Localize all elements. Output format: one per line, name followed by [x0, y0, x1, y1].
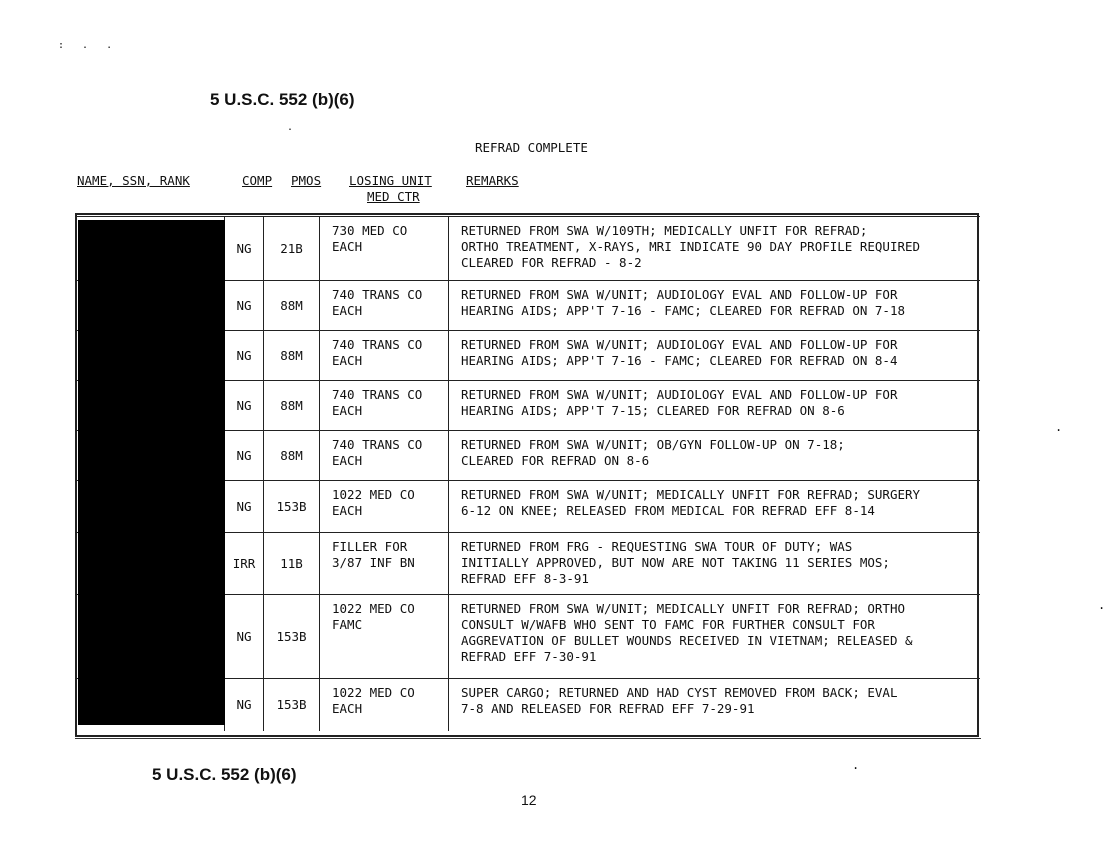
remark-line: RETURNED FROM SWA W/UNIT; MEDICALLY UNFIT FOR REFRAD; SURGERY: [461, 487, 921, 502]
unit-line: EACH: [332, 453, 363, 468]
header-med-ctr-label: MED CTR: [367, 189, 420, 204]
remark-line: CLEARED FOR REFRAD ON 8-6: [461, 453, 650, 468]
unit-cell: [320, 595, 449, 679]
unit-line: 1022 MED CO: [332, 685, 415, 700]
unit-cell: [320, 217, 449, 281]
comp-cell: NG: [225, 381, 264, 431]
unit-line: EACH: [332, 353, 363, 368]
table-bottom-rule: [75, 738, 981, 739]
unit-cell: [320, 281, 449, 331]
header-comp: COMP: [242, 173, 273, 188]
remarks-cell: [449, 431, 981, 481]
remarks-cell: [449, 533, 981, 595]
document-title: REFRAD COMPLETE: [475, 140, 588, 155]
comp-cell: NG: [225, 481, 264, 533]
comp-cell: NG: [225, 431, 264, 481]
remark-line: CONSULT W/WAFB WHO SENT TO FAMC FOR FURTHER CONSULT FOR: [461, 617, 875, 632]
header-losing-unit-label: LOSING UNIT: [349, 173, 432, 188]
scan-speck: .: [1055, 420, 1063, 434]
pmos-cell: 88M: [264, 381, 320, 431]
header-losing-unit: [349, 173, 432, 205]
comp-cell: NG: [225, 679, 264, 731]
unit-cell: [320, 331, 449, 381]
header-pmos: PMOS: [291, 173, 322, 188]
header-remarks: REMARKS: [466, 173, 519, 188]
unit-line: EACH: [332, 403, 363, 418]
pmos-cell: 88M: [264, 431, 320, 481]
unit-line: EACH: [332, 503, 363, 518]
remark-line: CLEARED FOR REFRAD - 8-2: [461, 255, 642, 270]
scan-speck: .: [852, 758, 860, 772]
remark-line: 6-12 ON KNEE; RELEASED FROM MEDICAL FOR REFRAD EFF 8-14: [461, 503, 875, 518]
scan-specks: : . .: [58, 40, 119, 51]
unit-line: EACH: [332, 701, 363, 716]
header-name: NAME, SSN, RANK: [77, 173, 190, 188]
unit-line: 740 TRANS CO: [332, 337, 423, 352]
unit-cell: [320, 431, 449, 481]
unit-line: FILLER FOR: [332, 539, 408, 554]
pmos-cell: 88M: [264, 331, 320, 381]
remark-line: HEARING AIDS; APP'T 7-15; CLEARED FOR REFRAD ON 8-6: [461, 403, 845, 418]
remarks-cell: [449, 281, 981, 331]
remarks-cell: [449, 481, 981, 533]
remark-line: HEARING AIDS; APP'T 7-16 - FAMC; CLEARED FOR REFRAD ON 8-4: [461, 353, 898, 368]
scan-speck: .: [287, 122, 294, 133]
unit-line: 740 TRANS CO: [332, 287, 423, 302]
unit-line: 1022 MED CO: [332, 601, 415, 616]
unit-line: EACH: [332, 239, 363, 254]
remark-line: REFRAD EFF 7-30-91: [461, 649, 597, 664]
remark-line: RETURNED FROM SWA W/UNIT; AUDIOLOGY EVAL AND FOLLOW-UP FOR: [461, 287, 898, 302]
pmos-cell: 88M: [264, 281, 320, 331]
remark-line: RETURNED FROM SWA W/UNIT; OB/GYN FOLLOW-UP ON 7-18;: [461, 437, 845, 452]
unit-line: 740 TRANS CO: [332, 437, 423, 452]
unit-line: 730 MED CO: [332, 223, 408, 238]
remark-line: REFRAD EFF 8-3-91: [461, 571, 589, 586]
remarks-cell: [449, 595, 981, 679]
remarks-cell: [449, 217, 981, 281]
remark-line: RETURNED FROM FRG - REQUESTING SWA TOUR OF DUTY; WAS: [461, 539, 853, 554]
exemption-label-bottom: 5 U.S.C. 552 (b)(6): [152, 765, 297, 784]
unit-line: 3/87 INF BN: [332, 555, 415, 570]
unit-line: FAMC: [332, 617, 363, 632]
remark-line: ORTHO TREATMENT, X-RAYS, MRI INDICATE 90 DAY PROFILE REQUIRED: [461, 239, 921, 254]
unit-cell: [320, 381, 449, 431]
pmos-cell: 11B: [264, 533, 320, 595]
unit-line: 740 TRANS CO: [332, 387, 423, 402]
unit-cell: [320, 481, 449, 533]
unit-cell: [320, 533, 449, 595]
comp-cell: NG: [225, 595, 264, 679]
scan-speck: .: [1098, 598, 1106, 612]
remark-line: HEARING AIDS; APP'T 7-16 - FAMC; CLEARED FOR REFRAD ON 7-18: [461, 303, 906, 318]
remark-line: RETURNED FROM SWA W/UNIT; MEDICALLY UNFIT FOR REFRAD; ORTHO: [461, 601, 906, 616]
comp-cell: IRR: [225, 533, 264, 595]
remark-line: RETURNED FROM SWA W/109TH; MEDICALLY UNFIT FOR REFRAD;: [461, 223, 868, 238]
comp-cell: NG: [225, 217, 264, 281]
remark-line: SUPER CARGO; RETURNED AND HAD CYST REMOVED FROM BACK; EVAL: [461, 685, 898, 700]
pmos-cell: 153B: [264, 679, 320, 731]
page-number: 12: [521, 792, 537, 808]
remark-line: AGGREVATION OF BULLET WOUNDS RECEIVED IN VIETNAM; RELEASED &: [461, 633, 913, 648]
remarks-cell: [449, 331, 981, 381]
unit-cell: [320, 679, 449, 731]
pmos-cell: 21B: [264, 217, 320, 281]
remarks-cell: [449, 381, 981, 431]
unit-line: EACH: [332, 303, 363, 318]
unit-line: 1022 MED CO: [332, 487, 415, 502]
comp-cell: NG: [225, 331, 264, 381]
exemption-label-top: 5 U.S.C. 552 (b)(6): [210, 90, 355, 109]
pmos-cell: 153B: [264, 595, 320, 679]
redaction-block: [78, 220, 225, 725]
remark-line: INITIALLY APPROVED, BUT NOW ARE NOT TAKING 11 SERIES MOS;: [461, 555, 890, 570]
remark-line: RETURNED FROM SWA W/UNIT; AUDIOLOGY EVAL AND FOLLOW-UP FOR: [461, 387, 898, 402]
pmos-cell: 153B: [264, 481, 320, 533]
remark-line: 7-8 AND RELEASED FOR REFRAD EFF 7-29-91: [461, 701, 755, 716]
remarks-cell: [449, 679, 981, 731]
remark-line: RETURNED FROM SWA W/UNIT; AUDIOLOGY EVAL AND FOLLOW-UP FOR: [461, 337, 898, 352]
comp-cell: NG: [225, 281, 264, 331]
